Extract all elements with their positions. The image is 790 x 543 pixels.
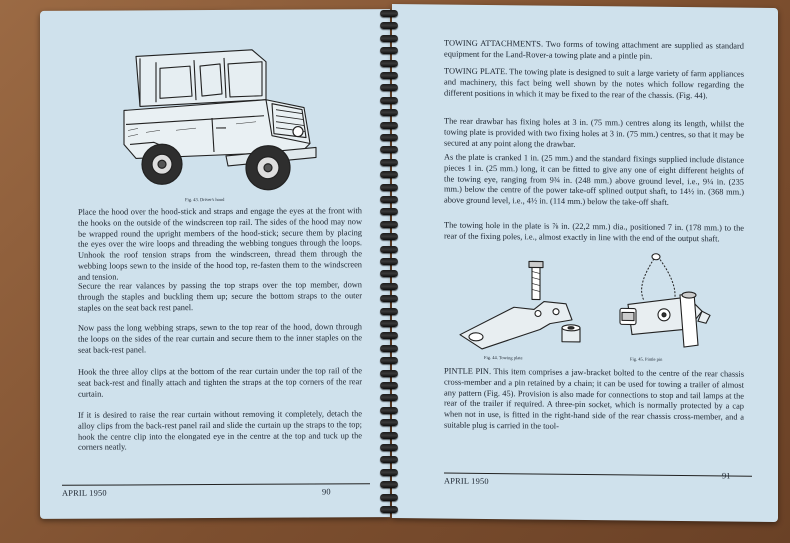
spiral-coil bbox=[380, 122, 398, 129]
right-footer-date: APRIL 1950 bbox=[444, 476, 489, 486]
spiral-coil bbox=[380, 432, 398, 439]
left-page bbox=[40, 9, 390, 519]
pintle-pin-illustration bbox=[618, 252, 714, 353]
hood-fitting-paragraph: Place the hood over the hood-stick and straps and engage the eyes at the front with the hooks on the outside of the windscreen top rail. The sides of the hood may now be wrapped round the upright members of the hood-stick; secure them by placing the eyes over the wire loops and threading the webbing tongues through the loops. Unhook the roof tension straps from the windscreen, thread them through the webbing loops sewn to the inside of the hood top, re-fasten them to the windscreen and tension. bbox=[78, 206, 362, 282]
spiral-coil bbox=[380, 35, 398, 42]
land-rover-illustration bbox=[116, 39, 316, 192]
rear-valances-paragraph: Secure the rear valances by passing the top straps over the top member, down through the staples and buckling them up; secure the bottom straps to the outer staples on the seat back rest panel. bbox=[78, 280, 362, 313]
spiral-coil bbox=[380, 208, 398, 215]
alloy-clips-paragraph: Hook the three alloy clips at the bottom of the rear curtain under the top rail of the seat back-rest and finally attach and tighten the straps at the top corners of the rear curtain. bbox=[78, 366, 362, 399]
spiral-coil bbox=[380, 84, 398, 91]
spiral-coil bbox=[380, 159, 398, 166]
towing-attachments-paragraph: TOWING ATTACHMENTS. Two forms of towing attachment are supplied as standard equipment for the Land-Rover-a towing plate and a pintle pin. bbox=[444, 38, 744, 61]
spiral-coil bbox=[380, 506, 398, 513]
spiral-coil bbox=[380, 134, 398, 141]
spiral-coil bbox=[380, 109, 398, 116]
webbing-straps-paragraph: Now pass the long webbing straps, sewn to the top rear of the hood, down through the loops on the sides of the rear curtain and secure them to the inner staples on the seat back-rest panel. bbox=[78, 322, 362, 355]
spiral-coil bbox=[380, 469, 398, 476]
figure-44-caption: Fig. 44. Towing plate bbox=[484, 354, 523, 361]
figure-45-caption: Fig. 45. Pintle pin bbox=[630, 356, 663, 362]
rear-curtain-paragraph: If it is desired to raise the rear curtain without removing it completely, detach the alloy clips from the back-rest panel rail and slide the curtain up the straps to the top; hook the centre clip into the elongated eye in the centre at the top and tuck up the corners neatly. bbox=[78, 409, 362, 453]
spiral-coil bbox=[380, 444, 398, 451]
spiral-coil bbox=[380, 10, 398, 17]
spiral-coil bbox=[380, 456, 398, 463]
towing-hole-paragraph: The towing hole in the plate is ⅞ in. (22,2 mm.) dia., positioned 7 in. (178 mm.) to the rear of the fixing poles, i.e., almost exactly in line with the end of the output shaft. bbox=[444, 220, 744, 244]
spiral-coil bbox=[380, 494, 398, 501]
towing-plate-illustration bbox=[454, 257, 594, 354]
spiral-coil bbox=[380, 419, 398, 426]
spiral-coil bbox=[380, 481, 398, 488]
left-footer-rule bbox=[62, 483, 370, 486]
spiral-coil bbox=[380, 295, 398, 302]
spiral-coil bbox=[380, 382, 398, 389]
spiral-coil bbox=[380, 258, 398, 265]
spiral-coil bbox=[380, 233, 398, 240]
figure-43-caption: Fig. 43. Driver's hood bbox=[185, 196, 225, 203]
left-page-number: 90 bbox=[322, 487, 331, 497]
spiral-coil bbox=[380, 370, 398, 377]
spiral-coil bbox=[380, 345, 398, 352]
spiral-coil bbox=[380, 221, 398, 228]
spiral-coil bbox=[380, 320, 398, 327]
cranked-plate-paragraph: As the plate is cranked 1 in. (25 mm.) and the standard fixings supplied include distance pieces 1 in. (25 mm.) long, it can be fitted to give any one of eight different heights of the towing eye, ranging from 9¾ in. (248 mm.) above ground level, i.e., 9¼ in. (235 mm.) below the centre of the power take-off splined output shaft, to 14½ in. (368 mm.) above ground level, i.e., 4½ in. (114 mm.) below the take-off shaft. bbox=[444, 152, 744, 208]
spiral-coil bbox=[380, 283, 398, 290]
spiral-binding bbox=[376, 8, 402, 520]
left-footer-date: APRIL 1950 bbox=[62, 488, 107, 498]
towing-plate-paragraph: TOWING PLATE. The towing plate is designed to suit a large variety of farm appliances and machinery, this fact being well shown by the notes which follow regarding the different positions in which it may be fixed to the rear of the chassis. (Fig. 44). bbox=[444, 66, 744, 100]
spiral-coil bbox=[380, 270, 398, 277]
spiral-coil bbox=[380, 394, 398, 401]
spiral-coil bbox=[380, 60, 398, 67]
spiral-coil bbox=[380, 47, 398, 54]
spiral-coil bbox=[380, 22, 398, 29]
spiral-coil bbox=[380, 146, 398, 153]
spiral-coil bbox=[380, 246, 398, 253]
spiral-coil bbox=[380, 196, 398, 203]
spiral-coil bbox=[380, 97, 398, 104]
spiral-coil bbox=[380, 184, 398, 191]
spiral-coil bbox=[380, 332, 398, 339]
spiral-coil bbox=[380, 308, 398, 315]
spiral-coil bbox=[380, 407, 398, 414]
rear-drawbar-paragraph: The rear drawbar has fixing holes at 3 in. (75 mm.) centres along its length, whilst the towing plate is provided with two fixing holes at 3 in. (75 mm.) centres, so that it may be secured at any point along the drawbar. bbox=[444, 116, 744, 149]
spiral-coil bbox=[380, 171, 398, 178]
spiral-coil bbox=[380, 72, 398, 79]
right-footer-rule bbox=[444, 473, 752, 477]
spiral-coil bbox=[380, 357, 398, 364]
right-page bbox=[392, 4, 778, 522]
pintle-pin-paragraph: PINTLE PIN. This item comprises a jaw-bracket bolted to the centre of the rear chassis cross-member and a pin retained by a chain; it can be used for towing a trailer of almost any pattern (Fig. 45). Provision is also made for connections to stop and tail lamps at the rear of the trailer if required. A three-pin socket, which is normally protected by a cap when not in use, is fitted in the right-hand side of the rear chassis cross-member, and a suitable plug is carried in the tool- bbox=[444, 366, 744, 431]
right-page-number: 91 bbox=[722, 471, 731, 481]
